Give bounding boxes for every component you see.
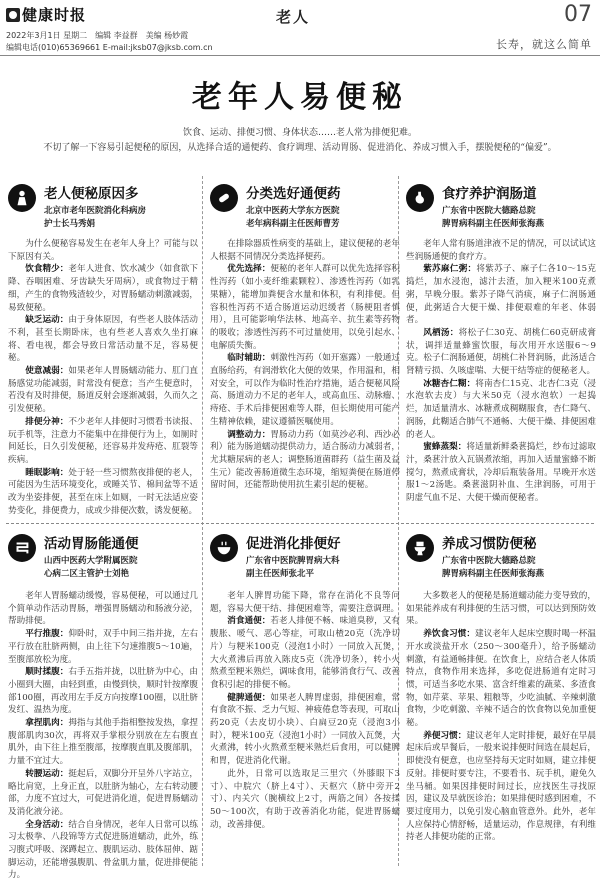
author-affiliation: 广东省中医院脾胃病大科	[246, 556, 340, 566]
masthead	[0, 0, 600, 56]
paragraph-lead-term: 饮食精少：	[25, 264, 69, 275]
article-header	[406, 180, 596, 240]
paragraph: 健脾通便：如果老人脾胃虚弱，排便困难，常有食欲不振、乏力气短、神疲倦怠等表现，可取山药20克（去皮切小块）、白扁豆20克（浸泡3小时），粳米100克（浸泡1小时）一同放入瓦煲，大火煮沸，转小火熬煮至粳米熟烂后食用，可以健脾和胃，促进消化代谢。	[210, 692, 400, 767]
paragraph: 为什么便秘容易发生在老年人身上？可能与以下原因有关。	[8, 239, 198, 262]
article-body	[8, 590, 198, 881]
paragraph: 老年人胃肠蠕动缓慢，容易便秘，可以通过几个简单动作活动胃肠，增强胃肠蠕动和肠液分泌，帮助排便。	[8, 591, 198, 627]
article-body	[8, 238, 198, 518]
page-number: 07	[564, 2, 592, 27]
paragraph-lead-term: 健脾通便：	[227, 692, 271, 703]
paragraph: 饮食精少：老年人进食、饮水减少（如食欲下降、吞咽困难、牙齿缺失牙周病），或食物过于精细，产生的食物残渣较少，对胃肠蠕动刺激减弱，易致便秘。	[8, 264, 198, 313]
paragraph: 蜜蜂蒸梨：将适量新鲜桑葚捣烂，纱布过滤取汁，桑葚汁放入瓦锅煮浓缩，再加入适量蜜蜂不断搅匀，熬煮成膏状，冷却后瓶装备用。早晚开水送服1～2汤匙。桑葚滋阴补血、生津润肠，可用于阴虚气血不足、大便干燥而便秘者。	[406, 442, 596, 504]
article-header	[210, 530, 400, 590]
paragraph-lead-term: 平行推腹：	[25, 629, 69, 640]
paragraph-lead-term: 使意减弱：	[25, 366, 69, 377]
paragraph: 使意减弱：如果老年人胃肠蠕动能力、肛门直肠感觉功能减弱，时常没有便意；当产生便意时，若没有及时排便，肠道反射会逐渐减弱，久而久之引发便秘。	[8, 366, 198, 415]
paragraph: 全身活动：结合自身情况，老年人日常可以练习太极拳、八段锦等方式促进肠道蠕动，此外，练习腹式呼吸、深蹲起立、腹肌运动、肢体屈伸、踮脚运动，还能增强腹肌、骨盆肌力量，促进排便能力。	[8, 819, 198, 881]
stomach-icon	[406, 184, 434, 212]
author-affiliation: 北京市老年医院消化科病房	[44, 206, 147, 216]
newspaper-logo	[6, 4, 86, 25]
paragraph: 老年人脾胃功能下降，常存在消化不良等问题，容易大便干结、排便困难等，需要注意调理。	[210, 591, 400, 614]
article-title: 老人便秘原因多	[44, 186, 139, 202]
article-title: 促进消化排便好	[246, 536, 341, 552]
bowl-icon	[210, 534, 238, 562]
paragraph-lead-term: 缺乏运动：	[25, 315, 69, 326]
lead-line: 饮食、运动、排便习惯、身体状态……老人常为排便犯难。	[182, 128, 417, 138]
row-divider	[6, 523, 594, 524]
article-body	[210, 590, 400, 864]
lead-paragraph	[40, 126, 560, 156]
slogan: 长寿，就这么简单	[496, 38, 592, 51]
logo-icon	[6, 8, 20, 22]
paragraph: 缺乏运动：由于身体原因，有些老人肢体活动不利，甚至长期卧床，也有些老人喜欢久坐打麻将、看电视，都会导致日常活动量不足，容易便秘。	[8, 315, 198, 364]
paragraph-lead-term: 全身活动：	[25, 819, 69, 830]
paragraph: 风栖汤：将松子仁30克、胡桃仁60克研成膏状，调拌适量蜂蜜饮服，每次用开水送服6～9克。松子仁润肠通便，胡桃仁补肾润肠，此汤适合肾精亏损、久咳虚喘、大便干结等症的便秘老人。	[406, 327, 596, 377]
article-body	[210, 238, 400, 518]
author-affiliation: 北京中医药大学东方医院	[246, 206, 340, 216]
paragraph: 在排除器质性病变的基础上，建议便秘的老年人根据不同情况分类选择便药。	[210, 239, 400, 262]
paragraph-lead-term: 风栖汤：	[423, 327, 459, 338]
author-name: 副主任医师张北平	[246, 569, 315, 579]
article-header	[8, 530, 198, 590]
author-affiliation: 广东省中医院大德路总院	[442, 206, 536, 216]
article-body	[406, 238, 596, 518]
logo-text: 健康时报	[22, 6, 87, 24]
article-title: 食疗养护润肠道	[442, 186, 537, 202]
paragraph: 临时辅助：刺激性泻药（如开塞露）一般通过直肠给药，有润滑软化大便的效果，作用温和，相对安全，可以作为临时性治疗措施，适合便秘风险高、肠道动力不足的老年人，或高血压、动脉瘤、痔疮、手术后排便困难等人群，但长期使用可能产生精神依赖，建议遵循医嘱使用。	[210, 353, 400, 427]
article-title: 活动胃肠能通便	[44, 536, 139, 552]
paragraph-lead-term: 冰糖杏仁糊：	[423, 378, 476, 389]
article-title: 分类选好通便药	[246, 186, 341, 202]
lead-line: 不切了解一下容易引起便秘的原因，从选择合适的通便药、食疗调理、活动胃肠、促进消化、养成习惯入手，摆脱便秘的“偏爱”。	[43, 143, 557, 153]
paragraph: 老年人常有肠道津液不足的情况，可以试试这些润肠通便的食疗方。	[406, 239, 596, 262]
paragraph: 调整动力：胃肠动力药（如莫沙必利、西沙必利）能为肠道蠕动提供动力，适合肠动力减弱者，尤其糖尿病的老人；调整肠道菌群药（益生菌及益生元）能改善肠道微生态环境，缩短粪便在肠道停留时间，还能帮助使用抗生素引起的便秘。	[210, 429, 400, 491]
paragraph-lead-term: 优先选择：	[227, 264, 271, 275]
edition-info: 2022年3月1日 星期二 编辑 李益群 美编 杨妙霞	[6, 31, 189, 40]
paragraph-lead-term: 养便习惯：	[423, 730, 467, 741]
author-affiliation: 广东省中医院大德路总院	[442, 556, 536, 566]
paragraph-lead-term: 拿捏肌肉：	[25, 718, 69, 729]
author-name: 脾胃病科副主任医师张海燕	[442, 569, 545, 579]
paragraph-lead-term: 调整动力：	[227, 429, 271, 440]
author-name: 心病二区主管护士刘艳	[44, 569, 130, 579]
paragraph: 消食通便：若老人排便不畅、味道臭秽，又有腹胀、嗳气、恶心等症，可取山楂20克（洗净切片）与粳米100克（浸泡1小时）一同放入瓦煲，大火煮沸后再放入陈皮5克（洗净切条），转小火熬煮至粳米熟烂，调味食用，能够消食行气、改善食积引起的排便不畅。	[210, 616, 400, 690]
paragraph-lead-term: 睡眠影响：	[25, 467, 69, 478]
author-name: 脾胃病科副主任医师张海燕	[442, 219, 545, 229]
paragraph: 平行推腹：仰卧时，双手中间三指并拢，左右平行放在肚脐两侧，由上往下匀速推腹5～10遍，至腹部放松为度。	[8, 629, 198, 665]
article-header	[210, 180, 400, 240]
contact-info: 编辑电话(010)65369661 E-mail:jksb07@jksb.com.cn	[6, 43, 213, 52]
toilet-icon	[406, 534, 434, 562]
paragraph: 顺时揉腹：右手五指并拢，以肚脐为中心，由小圈到大圈，由轻到重，由慢到快，顺时针按摩腹部100圈，再改用左手反方向按摩100圈，以肚脐发红、温热为度。	[8, 667, 198, 716]
article-body	[406, 590, 596, 864]
author-name: 老年病科副主任医师曹芳	[246, 219, 340, 229]
paragraph: 冰糖杏仁糊：将南杏仁15克、北杏仁3克（浸水泡软去皮）与大米50克（浸水泡软）一起捣烂，加适量清水、冰糖煮成稠糊服食，杏仁降气、润肠，此糊适合肺气不通畅、大便干燥、排便困难的老人。	[406, 378, 596, 440]
elderly-person-icon	[8, 184, 36, 212]
paragraph: 拿捏肌肉：拇指与其他手指相整按发热，拿捏腹部肌肉30次，再将双手掌根分别放在左右腹直肌外，由下往上推至腹部，按摩腹直肌及腹部肌，力量不宜过大。	[8, 718, 198, 767]
paragraph-lead-term: 排便分神：	[25, 416, 69, 427]
paragraph-lead-term: 蜜蜂蒸梨：	[423, 442, 467, 453]
intestine-icon	[8, 534, 36, 562]
paragraph: 此外，日常可以选取足三里穴（外膝眼下3寸）、中脘穴（脐上4寸）、天枢穴（脐中旁开2寸）、内关穴（腕横纹上2寸，两筋之间）各按揉50～100次，有助于改善消化功能，促进胃肠蠕动，改善排便。	[210, 768, 400, 830]
paragraph: 养饮食习惯：建议老年人起床空腹时喝一杯温开水或淡盐开水（250～300毫升），给予肠蠕动刺激，有益通畅排便。在饮食上，应结合老人体质特点，食物作用来选择，多吃促进肠道有定时习惯，可适当多吃水果、富含纤维素的蔬菜、多渣食物，如芹菜、苹果、粗粮等，少吃油腻、辛辣刺激食物，少吃刺激、辛辣不适合的饮食物以免加重便秘。	[406, 629, 596, 729]
column-divider	[202, 176, 203, 866]
page-headline: 老年人易便秘	[192, 80, 408, 115]
paragraph-lead-term: 转腰运动：	[25, 768, 69, 779]
paragraph-lead-term: 紫苏麻仁粥：	[423, 264, 477, 275]
article-title: 养成习惯防便秘	[442, 536, 537, 552]
paragraph: 紫苏麻仁粥：将紫苏子、麻子仁各10～15克捣烂，加水浸泡，滤汁去渣，加入粳米100克煮粥，早晚分服。紫苏子降气消痰，麻子仁润肠通便，此粥适合大便干燥、排便艰难的年老、体弱者。	[406, 264, 596, 326]
article-header	[406, 530, 596, 590]
paragraph-lead-term: 养饮食习惯：	[423, 629, 476, 640]
pill-icon	[210, 184, 238, 212]
article-header	[8, 180, 198, 240]
paragraph-lead-term: 顺时揉腹：	[25, 667, 69, 678]
author-affiliation: 山西中医药大学附属医院	[44, 556, 138, 566]
section-name: 老人	[276, 8, 311, 26]
paragraph: 睡眠影响：处于轻一些习惯熬夜排便的老人，可能因为生活环境变化，或睡关节、棉间盆等不适改为坐姿排便，甚至在床上如厕，一时无法适应姿势变化，排便费力，成或少排便次数，诱发便秘。	[8, 467, 198, 516]
paragraph: 优先选择：便秘的老年人群可以优先选择容积性泻药（如小麦纤维素颗粒）、渗透性泻药（如乳果糖），能增加粪便含水量和体积，有利排便。但容积性泻药不适合肠道运动迟缓者（肠梗阻者慎用），且可能影响华法林、地高辛、抗生素等药物的吸收；渗透性泻药不可过量使用，以免引起水、电解质失衡。	[210, 264, 400, 351]
paragraph-lead-term: 临时辅助：	[227, 353, 271, 364]
paragraph: 转腰运动：挺起后，双脚分开呈外八字站立，略比肩宽，上身正直，以肚脐为轴心，左右转动腰部，力度不宜过大，可促进消化道，促进胃肠蠕动及消化液分泌。	[8, 768, 198, 817]
paragraph: 大多数老人的便秘是肠道蠕动能力变导致的，如果能养成有利排便的生活习惯，可以达到预防效果。	[406, 591, 596, 627]
paragraph: 排便分神：不少老年人排便时习惯看书读报、玩手机等，注意力不能集中在排便行为上，如厕时间延长，日久引发便秘，还容易并发痔疮、肛裂等疾病。	[8, 416, 198, 465]
paragraph-lead-term: 消食通便：	[227, 616, 271, 627]
paragraph: 养便习惯：建议老年人定时排便，最好在早晨起床后或早餐后，一般来说排便时间选在晨起后，即使没有便意，也应坚持每天定时如厕，建立排便反射。排便时要专注，不要看书、玩手机，避免久坐马桶。如果因排便时间过长，应找医生寻找原因，建议及早就医诊治；如果排便时感到困难，不要过度用力，以免引发心脑血管意外。此外，老年人应保持心情舒畅，适量运动，作息规律，有利维持老人排便功能的正常。	[406, 730, 596, 843]
author-name: 护士长马秀娟	[44, 219, 96, 229]
